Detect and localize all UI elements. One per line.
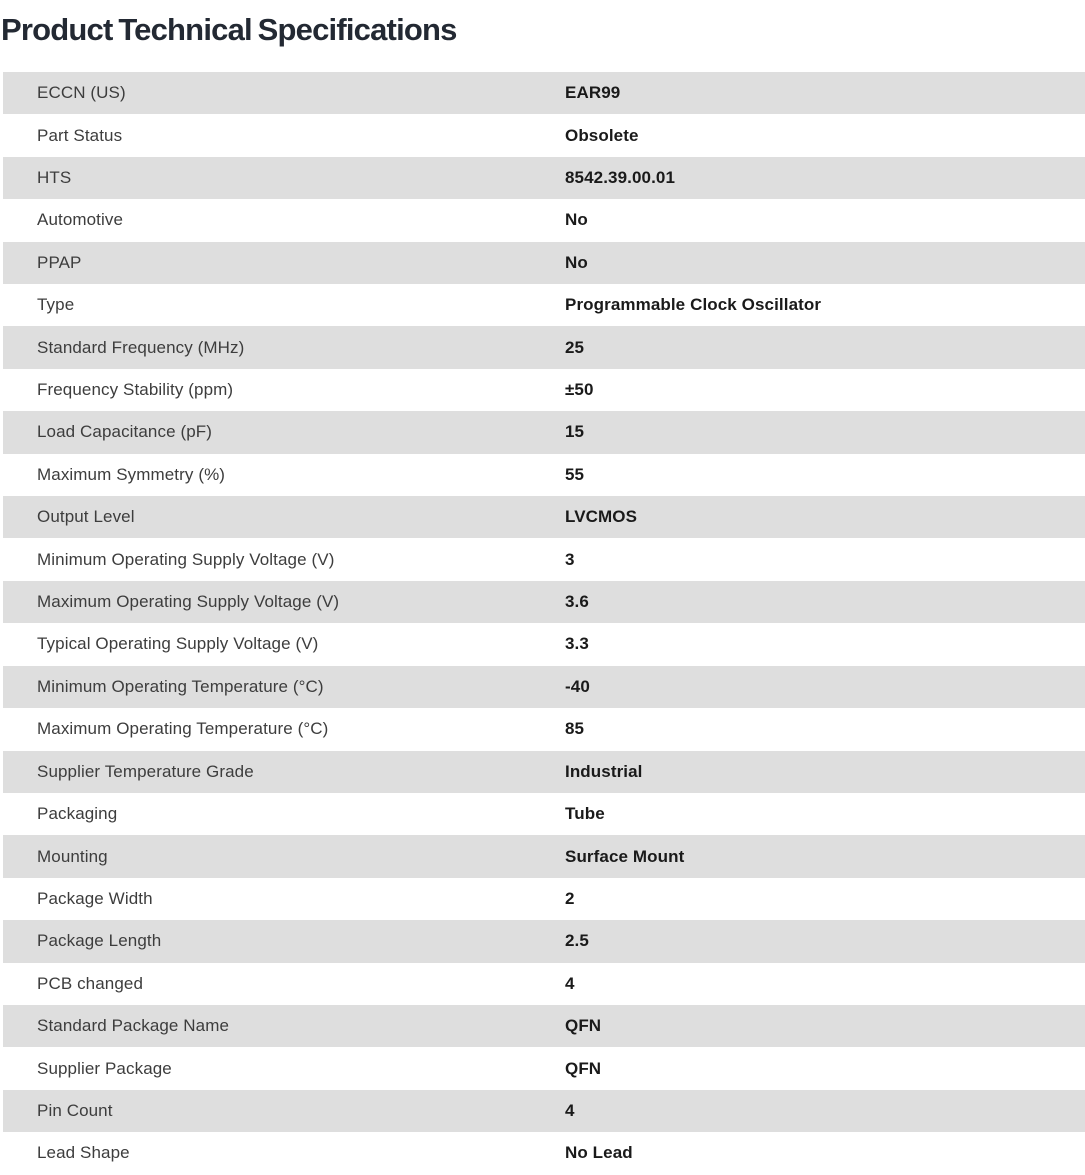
spec-value: QFN [565, 1058, 602, 1078]
spec-value: 4 [565, 1100, 575, 1120]
spec-label: Load Capacitance (pF) [37, 422, 213, 442]
spec-label: Minimum Operating Supply Voltage (V) [37, 549, 335, 569]
spec-label: PCB changed [37, 973, 144, 993]
spec-label: PPAP [37, 252, 82, 272]
table-row [3, 581, 1085, 623]
table-row [3, 920, 1085, 962]
spec-label: Maximum Operating Supply Voltage (V) [37, 592, 340, 612]
spec-label: Minimum Operating Temperature (°C) [37, 676, 324, 696]
table-row [3, 114, 1085, 156]
spec-value: 3.3 [565, 634, 589, 654]
spec-table [3, 72, 1085, 1175]
spec-value: No [565, 252, 588, 272]
table-row [3, 751, 1085, 793]
spec-value: 55 [565, 464, 585, 484]
spec-value: Surface Mount [565, 846, 685, 866]
spec-label: ECCN (US) [37, 83, 126, 103]
spec-label: Standard Package Name [37, 1016, 230, 1036]
table-row [3, 1005, 1085, 1047]
spec-label: Type [37, 295, 75, 315]
spec-label: Supplier Package [37, 1058, 172, 1078]
table-row [3, 72, 1085, 114]
spec-value: 3 [565, 549, 575, 569]
spec-label: Output Level [37, 507, 135, 527]
spec-label: HTS [37, 168, 72, 188]
table-row [3, 157, 1085, 199]
spec-value: 15 [565, 422, 585, 442]
table-row [3, 1132, 1085, 1174]
spec-label: Packaging [37, 804, 118, 824]
spec-label: Package Length [37, 931, 162, 951]
spec-value: 2 [565, 888, 575, 908]
spec-value: QFN [565, 1016, 602, 1036]
table-row [3, 242, 1085, 284]
spec-label: Typical Operating Supply Voltage (V) [37, 634, 319, 654]
spec-value: 8542.39.00.01 [565, 168, 676, 188]
spec-label: Package Width [37, 888, 153, 908]
spec-value: No Lead [565, 1143, 633, 1163]
table-row [3, 284, 1085, 326]
spec-label: Supplier Temperature Grade [37, 761, 254, 781]
spec-value: Industrial [565, 761, 643, 781]
table-row [3, 538, 1085, 580]
spec-label: Frequency Stability (ppm) [37, 380, 234, 400]
table-row [3, 1090, 1085, 1132]
table-row [3, 199, 1085, 241]
table-row [3, 835, 1085, 877]
table-row [3, 963, 1085, 1005]
table-row [3, 369, 1085, 411]
table-row [3, 878, 1085, 920]
page-title: Product Technical Specifications [1, 12, 457, 47]
spec-label: Part Status [37, 125, 123, 145]
spec-value: 2.5 [565, 931, 589, 951]
spec-label: Pin Count [37, 1100, 113, 1120]
table-row [3, 1047, 1085, 1089]
table-row [3, 411, 1085, 453]
spec-label: Maximum Operating Temperature (°C) [37, 719, 329, 739]
spec-value: Tube [565, 804, 605, 824]
table-row [3, 666, 1085, 708]
spec-value: 3.6 [565, 592, 589, 612]
spec-value: LVCMOS [565, 507, 638, 527]
spec-value: Obsolete [565, 125, 639, 145]
table-row [3, 793, 1085, 835]
spec-value: No [565, 210, 588, 230]
table-row [3, 454, 1085, 496]
spec-label: Lead Shape [37, 1143, 130, 1163]
spec-value: 85 [565, 719, 585, 739]
spec-value: 4 [565, 973, 575, 993]
spec-label: Mounting [37, 846, 108, 866]
spec-label: Maximum Symmetry (%) [37, 464, 226, 484]
spec-value: ±50 [565, 380, 594, 400]
table-row [3, 496, 1085, 538]
table-row [3, 326, 1085, 368]
table-row [3, 623, 1085, 665]
table-row [3, 708, 1085, 750]
spec-value: Programmable Clock Oscillator [565, 295, 822, 315]
spec-label: Standard Frequency (MHz) [37, 337, 245, 357]
spec-value: 25 [565, 337, 585, 357]
spec-label: Automotive [37, 210, 124, 230]
spec-value: EAR99 [565, 83, 621, 103]
spec-value: -40 [565, 676, 590, 696]
